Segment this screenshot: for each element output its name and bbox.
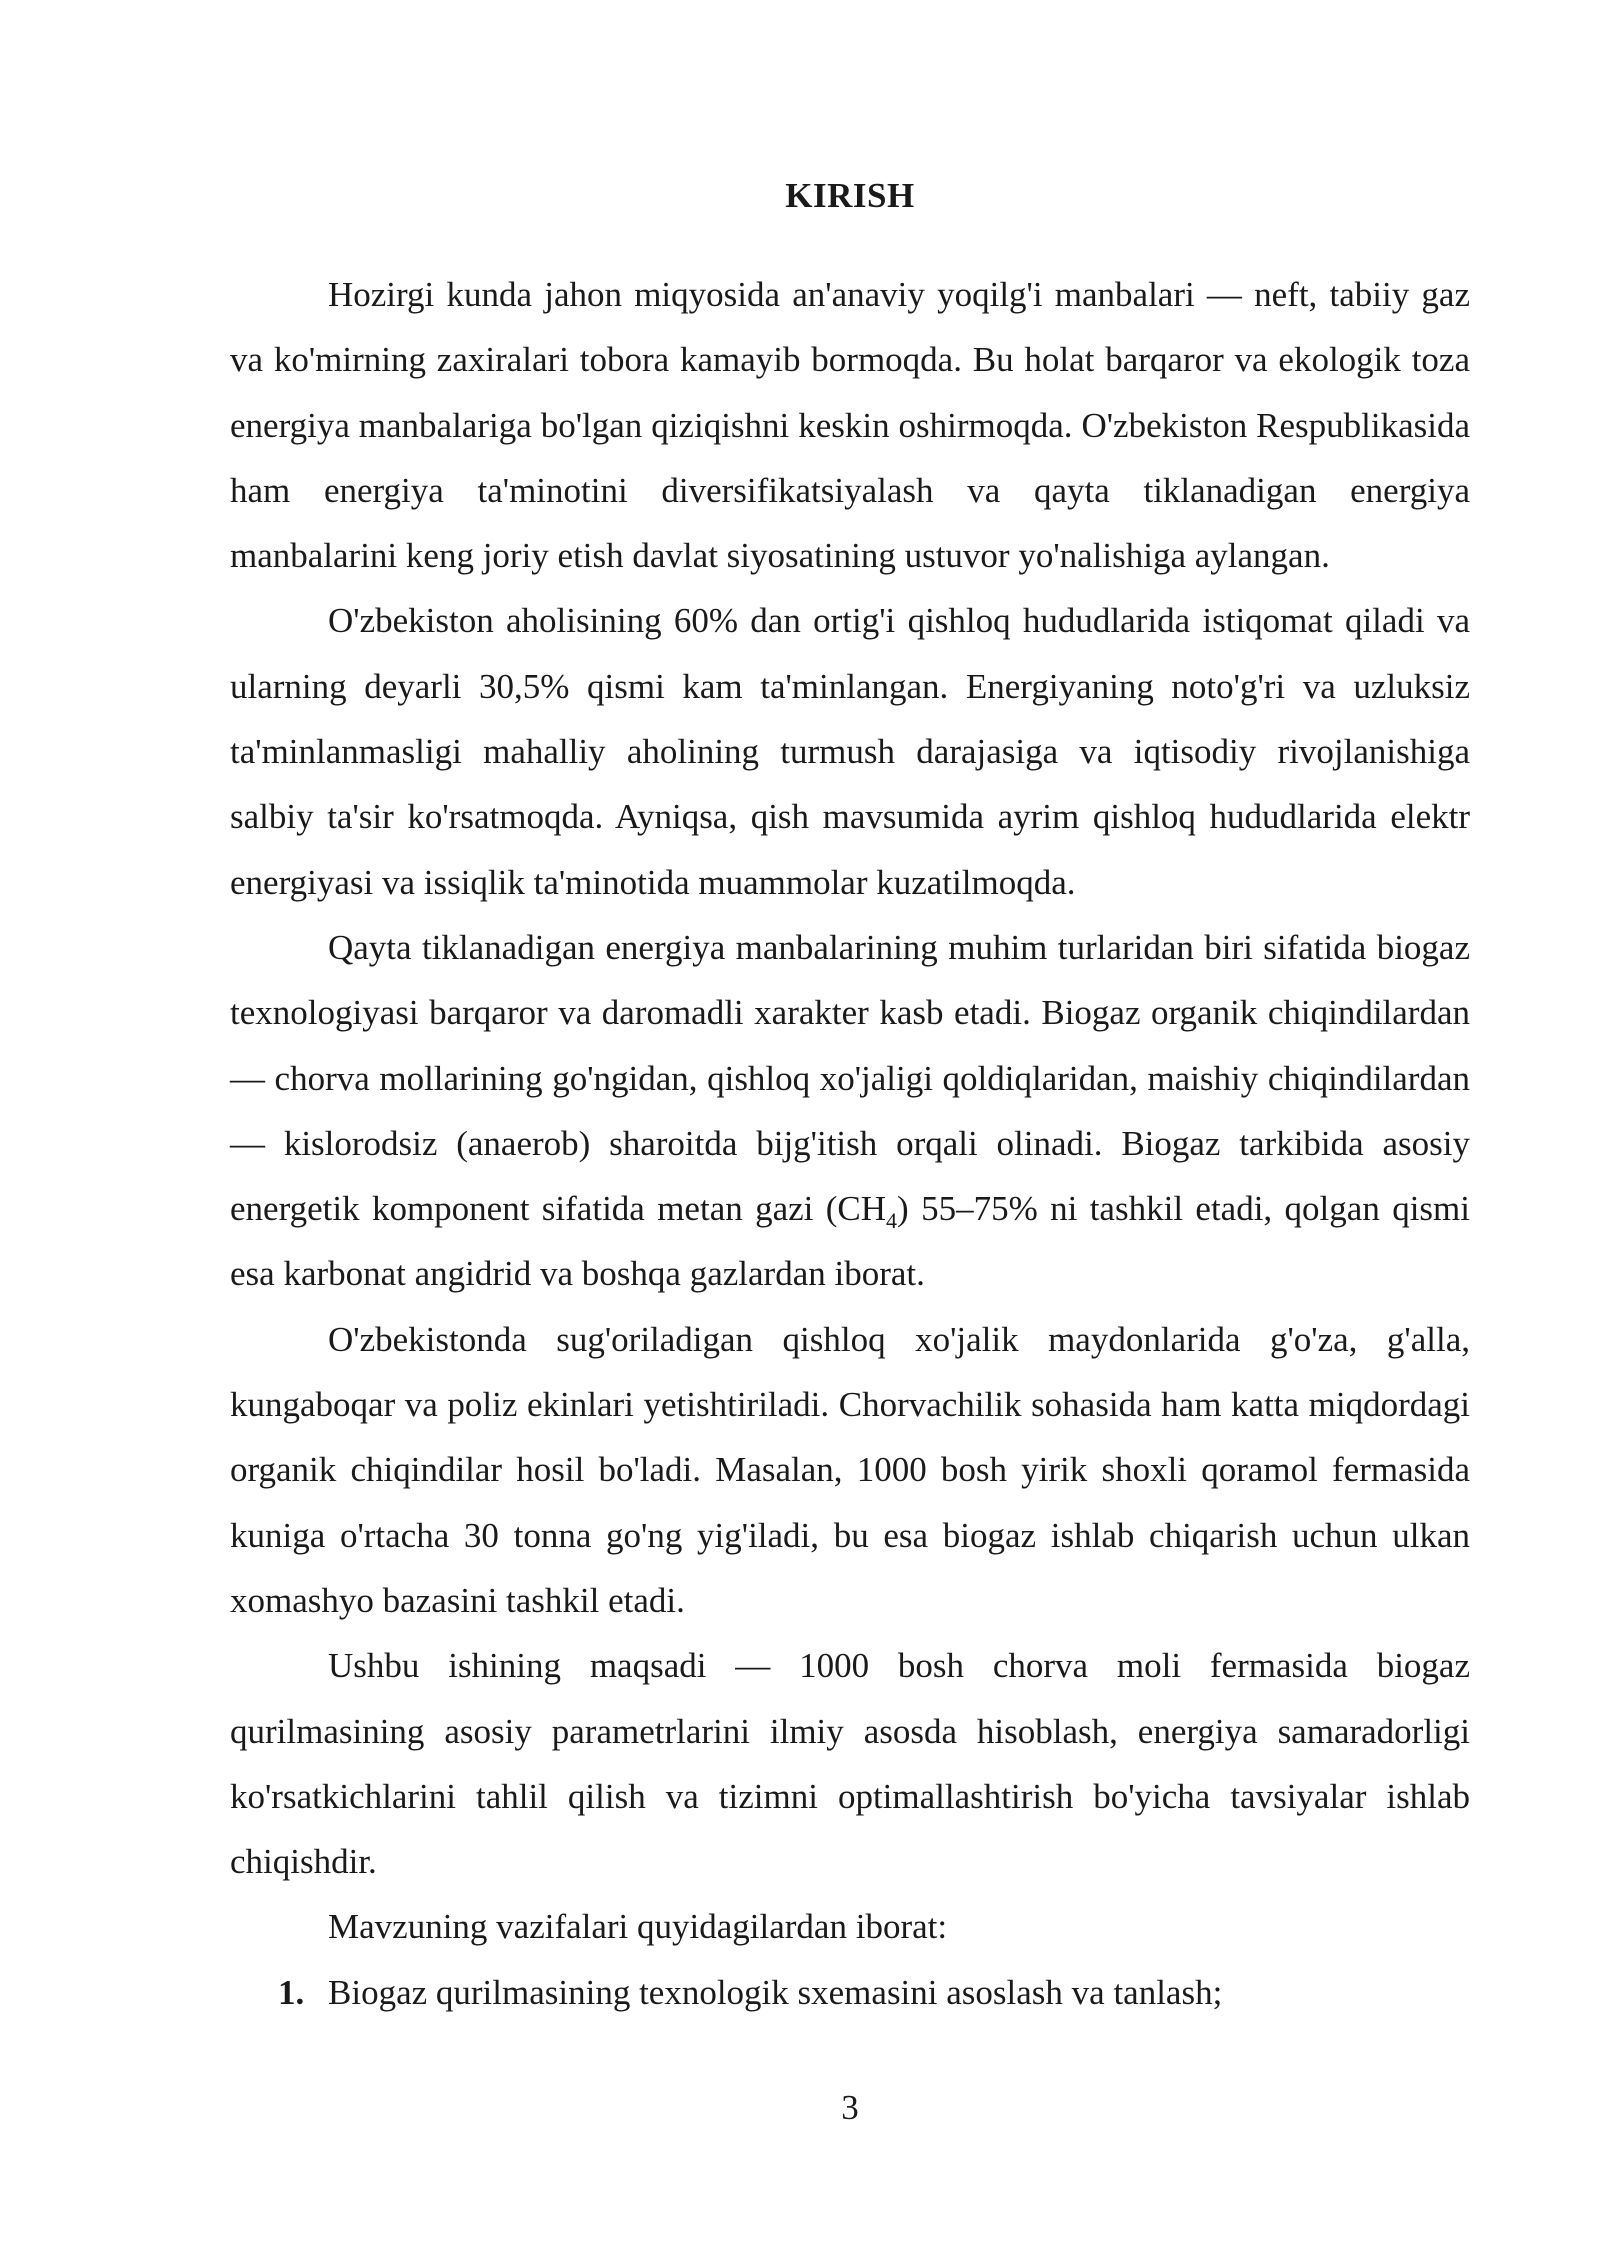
page-number: 3 bbox=[841, 2088, 859, 2127]
biogas-text: Qayta tiklanadigan energiya manbalarining muhim turlaridan biri sifatida biogaz texnologiyasi barqaror va daromadli xarakter kasb etadi. Biogaz organik chiqindilardan — chorva mollarining go'ngidan, qishloq xo'jaligi qoldiqlaridan, maishiy chiqindilardan — kislorodsiz (anaerob) sharoitda bijg'itish orqali olinadi. bbox=[230, 927, 1470, 1163]
section-title: KIRISH bbox=[785, 176, 915, 215]
list-item-text: Biogaz qurilmasining texnologik sxemasini asoslash va tanlash; bbox=[328, 1972, 1223, 2012]
list-item-number: 1. bbox=[278, 1972, 305, 2012]
paragraph-goal: Ushbu ishining maqsadi — 1000 bosh chorva moli fermasida biogaz qurilmasining asosiy parametrlarini ilmiy asosda hisoblash, energiya samaradorligi ko'rsatkichlarini tahlil qilish va tizimni optimallashtirish bo'yicha tavsiyalar ishlab chiqishdir. bbox=[230, 1646, 1470, 1882]
paragraph-intro: Hozirgi kunda jahon miqyosida an'anaviy yoqilg'i manbalari — neft, tabiiy gaz va ko'mirning zaxiralari tobora kamayib bormoqda. Bu holat barqaror va ekologik toza energiya manbalariga bo'lgan qiziqishni keskin oshirmoqda. O'zbekiston Respublikasida ham energiya ta'minotini diversifikatsiyalash va qayta tiklanadigan energiya manbalarini keng joriy etish davlat siyosatining ustuvor yo'nalishiga aylangan. bbox=[230, 275, 1470, 576]
list-item bbox=[230, 1960, 1470, 2025]
biogas-composition-text: Biogaz tarkibida asosiy energetik komponent sifatida metan gazi (CH bbox=[230, 1123, 1470, 1229]
task-list bbox=[230, 1960, 1470, 2025]
methane-subscript: 4 bbox=[886, 1208, 898, 1234]
paragraph-biogas bbox=[230, 915, 1470, 1307]
paragraph-population: O'zbekiston aholisining 60% dan ortig'i qishloq hududlarida istiqomat qiladi va ularning deyarli 30,5% qismi kam ta'minlangan. Energiyaning noto'g'ri va uzluksiz ta'minlanmasligi mahalliy aholining turmush darajasiga va iqtisodiy rivojlanishiga salbiy ta'sir ko'rsatmoqda. Ayniqsa, qish mavsumida ayrim qishloq hududlarida elektr energiyasi va issiqlik ta'minotida muammolar kuzatilmoqda. bbox=[230, 601, 1470, 902]
biogas-composition-text-end: ) 55–75% ni tashkil etadi, qolgan qismi esa karbonat angidrid va boshqa gazlardan iborat. bbox=[230, 1189, 1470, 1294]
paragraph-tasks-intro: Mavzuning vazifalari quyidagilardan iborat: bbox=[328, 1907, 948, 1947]
body-text bbox=[230, 262, 1470, 2025]
paragraph-agriculture: O'zbekistonda sug'oriladigan qishloq xo'jalik maydonlarida g'o'za, g'alla, kungaboqar va poliz ekinlari yetishtiriladi. Chorvachilik sohasida ham katta miqdordagi organik chiqindilar hosil bo'ladi. Masalan, 1000 bosh yirik shoxli qoramol fermasida kuniga o'rtacha 30 tonna go'ng yig'iladi, bu esa biogaz ishlab chiqarish uchun ulkan xomashyo bazasini tashkil etadi. bbox=[230, 1319, 1470, 1620]
